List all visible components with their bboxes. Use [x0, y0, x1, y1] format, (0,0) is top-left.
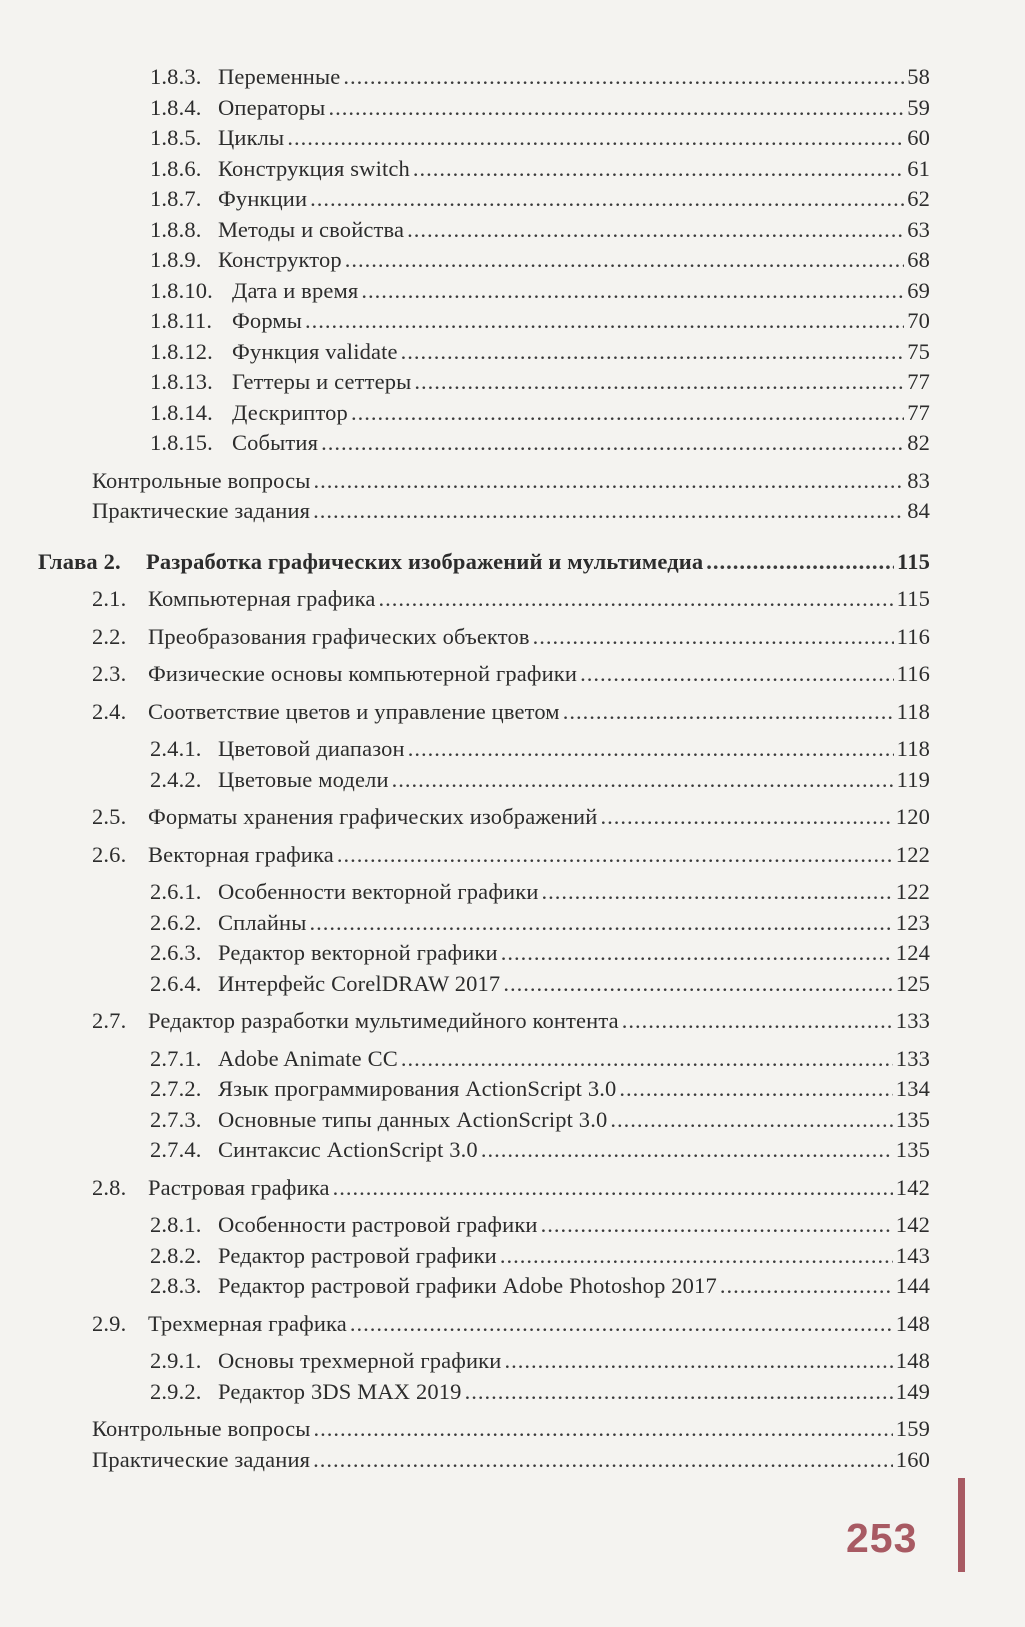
toc-entry-title: Трехмерная графика	[148, 1310, 347, 1336]
toc-entry-number: 2.8.3.	[150, 1273, 202, 1298]
toc-entry	[0, 215, 930, 246]
toc-section	[0, 697, 930, 728]
toc-chapter-title: Разработка графических изображений и мультимедиа	[146, 548, 704, 574]
leader-dots	[379, 584, 894, 615]
toc-entry	[0, 337, 930, 368]
toc-entry-control-questions	[0, 1414, 930, 1445]
toc-entry-title: Adobe Animate CC	[218, 1045, 398, 1071]
leader-dots	[345, 245, 904, 276]
toc-entry-title: Редактор растровой графики Adobe Photoshop 2017	[218, 1273, 717, 1298]
leader-dots	[314, 466, 905, 497]
leader-dots	[337, 840, 893, 871]
toc-subsection	[0, 1271, 930, 1302]
toc-entry-title: Физические основы компьютерной графики	[148, 661, 578, 686]
toc-entry-page: 159	[895, 1416, 930, 1441]
toc-subsection	[0, 877, 930, 908]
toc-entry-title: Дата и время	[232, 277, 359, 303]
leader-dots	[706, 547, 894, 578]
toc-entry	[0, 367, 930, 398]
toc-entry-number: 1.8.9.	[150, 247, 202, 272]
toc-entry-page: 83	[907, 467, 930, 493]
leader-dots	[580, 659, 894, 690]
leader-dots	[351, 398, 904, 429]
toc-entry-page: 115	[896, 586, 930, 611]
leader-dots	[361, 276, 904, 307]
toc-entry-page: 125	[895, 970, 930, 996]
toc-entry-number: 2.3.	[92, 661, 127, 686]
margin-accent-bar	[958, 1478, 965, 1572]
toc-entry-page: 84	[907, 498, 930, 523]
toc-entry-number: 1.8.8.	[150, 216, 202, 242]
toc-entry-number: 2.6.3.	[150, 940, 202, 965]
toc-entry-title: Циклы	[218, 125, 285, 150]
leader-dots	[407, 215, 904, 246]
toc-entry-page: 133	[895, 1008, 930, 1033]
toc-entry-number: 2.9.	[92, 1310, 127, 1336]
toc-entry-number: 2.7.3.	[150, 1106, 202, 1132]
toc-subsection	[0, 969, 930, 1000]
toc-entry-page: 134	[895, 1076, 930, 1101]
toc-entry-page: 144	[895, 1273, 930, 1298]
leader-dots	[500, 1241, 893, 1272]
toc-entry	[0, 154, 930, 185]
leader-dots	[622, 1006, 893, 1037]
toc-entry-title: Контрольные вопросы	[92, 1416, 311, 1441]
leader-dots	[310, 184, 904, 215]
toc-entry-page: 142	[895, 1212, 930, 1237]
leader-dots	[720, 1271, 893, 1302]
toc-subsection	[0, 938, 930, 969]
toc-subsection	[0, 1135, 930, 1166]
toc-entry-number: 2.6.2.	[150, 909, 202, 935]
toc-entry-page: 122	[895, 879, 930, 904]
toc-entry-number: 2.8.2.	[150, 1242, 202, 1268]
toc-entry-page: 148	[895, 1310, 930, 1336]
toc-entry-title: Преобразования графических объектов	[148, 623, 530, 649]
toc-entry-number: 1.8.4.	[150, 94, 202, 120]
toc-entry-page: 142	[895, 1174, 930, 1200]
toc-entry-title: Формы	[232, 308, 303, 333]
toc-subsection	[0, 1044, 930, 1075]
toc-subsection	[0, 1074, 930, 1105]
leader-dots	[328, 93, 904, 124]
toc-entry-title: Векторная графика	[148, 841, 334, 867]
toc-chapter-heading	[0, 547, 930, 578]
toc-entry-number: 2.2.	[92, 623, 127, 649]
toc-entry-title: Геттеры и сеттеры	[232, 369, 412, 394]
leader-dots	[619, 1074, 892, 1105]
toc-entry-page: 60	[907, 125, 930, 150]
leader-dots	[533, 622, 894, 653]
leader-dots	[401, 1044, 893, 1075]
toc-entry-page: 77	[907, 399, 930, 425]
leader-dots	[305, 306, 904, 337]
toc-entry-title: Особенности векторной графики	[218, 879, 539, 904]
toc-entry-page: 133	[895, 1045, 930, 1071]
toc-entry-page: 82	[907, 430, 930, 455]
toc-entry-title: Основы трехмерной графики	[218, 1348, 502, 1373]
leader-dots	[333, 1173, 893, 1204]
toc-entry-page: 63	[907, 216, 930, 242]
toc-entry-page: 62	[907, 186, 930, 211]
toc-entry-title: Конструктор	[218, 247, 342, 272]
leader-dots	[610, 1105, 892, 1136]
toc-entry-page: 116	[896, 661, 930, 686]
toc-entry-title: Практические задания	[92, 498, 311, 523]
toc-entry-number: 1.8.11.	[150, 308, 213, 333]
toc-entry-page: 119	[896, 766, 930, 792]
leader-dots	[542, 877, 893, 908]
toc-entry-page: 69	[907, 277, 930, 303]
toc-entry-title: Практические задания	[92, 1446, 311, 1472]
toc-entry-title: Редактор растровой графики	[218, 1242, 497, 1268]
leader-dots	[392, 765, 894, 796]
toc-entry-number: 1.8.5.	[150, 125, 202, 150]
leader-dots	[501, 938, 893, 969]
toc-entry-number: 2.5.	[92, 804, 127, 829]
toc-entry-page: 70	[907, 308, 930, 333]
toc-entry-title: Растровая графика	[148, 1174, 330, 1200]
toc-subsection	[0, 908, 930, 939]
toc-entry-page: 116	[896, 623, 930, 649]
leader-dots	[321, 428, 904, 459]
toc-entry-number: 1.8.13.	[150, 369, 213, 394]
toc-entry-title: Соответствие цветов и управление цветом	[148, 698, 560, 724]
toc-entry-number: 2.6.	[92, 841, 127, 867]
toc-entry-title: Особенности растровой графики	[218, 1212, 538, 1237]
toc-entry	[0, 184, 930, 215]
toc-entry-title: Дескриптор	[232, 399, 348, 425]
toc-entry-page: 122	[895, 841, 930, 867]
toc-entry-number: 1.8.14.	[150, 399, 213, 425]
leader-dots	[314, 1414, 893, 1445]
leader-dots	[313, 496, 904, 527]
toc-entry-number: 2.7.4.	[150, 1137, 202, 1162]
leader-dots	[414, 367, 904, 398]
leader-dots	[413, 154, 904, 185]
toc-entry	[0, 428, 930, 459]
toc-entry-control-questions	[0, 466, 930, 497]
toc-entry-title: Редактор векторной графики	[218, 940, 498, 965]
toc-entry-number: 2.4.1.	[150, 736, 202, 761]
toc-entry-title: Редактор разработки мультимедийного контента	[148, 1008, 619, 1033]
toc-entry-page: 149	[895, 1378, 930, 1404]
toc-entry-number: 2.6.1.	[150, 879, 202, 904]
toc-entry-title: Переменные	[218, 64, 341, 89]
toc-entry-title: Функции	[218, 186, 308, 211]
toc-entry-number: 1.8.3.	[150, 64, 202, 89]
toc-entry-title: Конструкция switch	[218, 155, 410, 181]
toc-entry-number: 2.7.1.	[150, 1045, 202, 1071]
toc-entry-title: События	[232, 430, 319, 455]
toc-chapter-number: Глава 2.	[38, 548, 121, 574]
toc-entry-number: 2.7.2.	[150, 1076, 202, 1101]
toc-entry-number: 2.9.1.	[150, 1348, 202, 1373]
toc-entry-title: Интерфейс CorelDRAW 2017	[218, 970, 501, 996]
toc-entry-title: Основные типы данных ActionScript 3.0	[218, 1106, 608, 1132]
leader-dots	[408, 734, 894, 765]
toc-entry-title: Контрольные вопросы	[92, 467, 311, 493]
toc-entry-page: 118	[896, 736, 930, 761]
toc-entry-number: 2.8.	[92, 1174, 127, 1200]
toc-entry	[0, 245, 930, 276]
toc-entry-title: Редактор 3DS MAX 2019	[218, 1378, 462, 1404]
toc-section	[0, 1309, 930, 1340]
leader-dots	[465, 1377, 893, 1408]
toc-section	[0, 840, 930, 871]
toc-entry-title: Язык программирования ActionScript 3.0	[218, 1076, 617, 1101]
toc-entry-number: 2.9.2.	[150, 1378, 202, 1404]
toc-entry-page: 143	[895, 1242, 930, 1268]
toc-entry-number: 2.1.	[92, 586, 127, 611]
toc-section	[0, 1173, 930, 1204]
leader-dots	[350, 1309, 893, 1340]
toc-entry-practical-tasks	[0, 496, 930, 527]
toc-entry-page: 61	[907, 155, 930, 181]
toc-entry-page: 118	[896, 698, 930, 724]
toc-entry-page: 123	[895, 909, 930, 935]
toc-section	[0, 659, 930, 690]
toc-subsection	[0, 1105, 930, 1136]
toc-entry-number: 2.6.4.	[150, 970, 202, 996]
toc-entry-page: 135	[895, 1137, 930, 1162]
toc-entry-page: 120	[895, 804, 930, 829]
toc-section	[0, 802, 930, 833]
leader-dots	[600, 802, 892, 833]
toc-entry-page: 59	[907, 94, 930, 120]
toc-entry-number: 1.8.10.	[150, 277, 213, 303]
toc-entry-number: 2.4.2.	[150, 766, 202, 792]
toc-entry-number: 2.8.1.	[150, 1212, 202, 1237]
leader-dots	[401, 337, 905, 368]
toc-entry-page: 75	[907, 338, 930, 364]
toc-entry-title: Методы и свойства	[218, 216, 405, 242]
toc-entry	[0, 62, 930, 93]
toc-entry-page: 148	[895, 1348, 930, 1373]
page-number: 253	[846, 1515, 918, 1561]
toc-entry-page: 135	[895, 1106, 930, 1132]
toc-entry-title: Цветовые модели	[218, 766, 389, 792]
toc-subsection	[0, 1377, 930, 1408]
toc-subsection	[0, 1241, 930, 1272]
leader-dots	[481, 1135, 893, 1166]
leader-dots	[504, 1346, 892, 1377]
leader-dots	[343, 62, 904, 93]
toc-entry-number: 1.8.7.	[150, 186, 202, 211]
toc-entry-number: 2.4.	[92, 698, 127, 724]
toc-entry	[0, 306, 930, 337]
toc-subsection	[0, 1346, 930, 1377]
toc-entry-page: 124	[895, 940, 930, 965]
toc-entry-title: Операторы	[218, 94, 326, 120]
toc-entry-title: Цветовой диапазон	[218, 736, 405, 761]
toc-entry-page: 68	[907, 247, 930, 272]
toc-entry-title: Сплайны	[218, 909, 307, 935]
toc-entry	[0, 93, 930, 124]
leader-dots	[503, 969, 892, 1000]
leader-dots	[541, 1210, 893, 1241]
toc-entry-title: Синтаксис ActionScript 3.0	[218, 1137, 478, 1162]
toc-entry	[0, 123, 930, 154]
leader-dots	[563, 697, 894, 728]
toc-section	[0, 622, 930, 653]
toc-subsection	[0, 1210, 930, 1241]
table-of-contents	[0, 62, 1025, 1475]
toc-entry-page: 58	[907, 64, 930, 89]
toc-entry-page: 77	[907, 369, 930, 394]
toc-section	[0, 584, 930, 615]
toc-subsection	[0, 765, 930, 796]
toc-entry	[0, 398, 930, 429]
toc-entry-title: Компьютерная графика	[148, 586, 376, 611]
toc-subsection	[0, 734, 930, 765]
toc-entry-title: Функция validate	[232, 338, 398, 364]
toc-entry-number: 1.8.6.	[150, 155, 202, 181]
leader-dots	[287, 123, 904, 154]
toc-entry	[0, 276, 930, 307]
toc-section	[0, 1006, 930, 1037]
toc-entry-title: Форматы хранения графических изображений	[148, 804, 598, 829]
toc-entry-page: 160	[895, 1446, 930, 1472]
leader-dots	[310, 908, 893, 939]
toc-entry-number: 1.8.15.	[150, 430, 213, 455]
toc-entry-number: 2.7.	[92, 1008, 127, 1033]
toc-entry-number: 1.8.12.	[150, 338, 213, 364]
toc-entry-practical-tasks	[0, 1445, 930, 1476]
leader-dots	[313, 1445, 893, 1476]
toc-entry-page: 115	[897, 548, 930, 574]
